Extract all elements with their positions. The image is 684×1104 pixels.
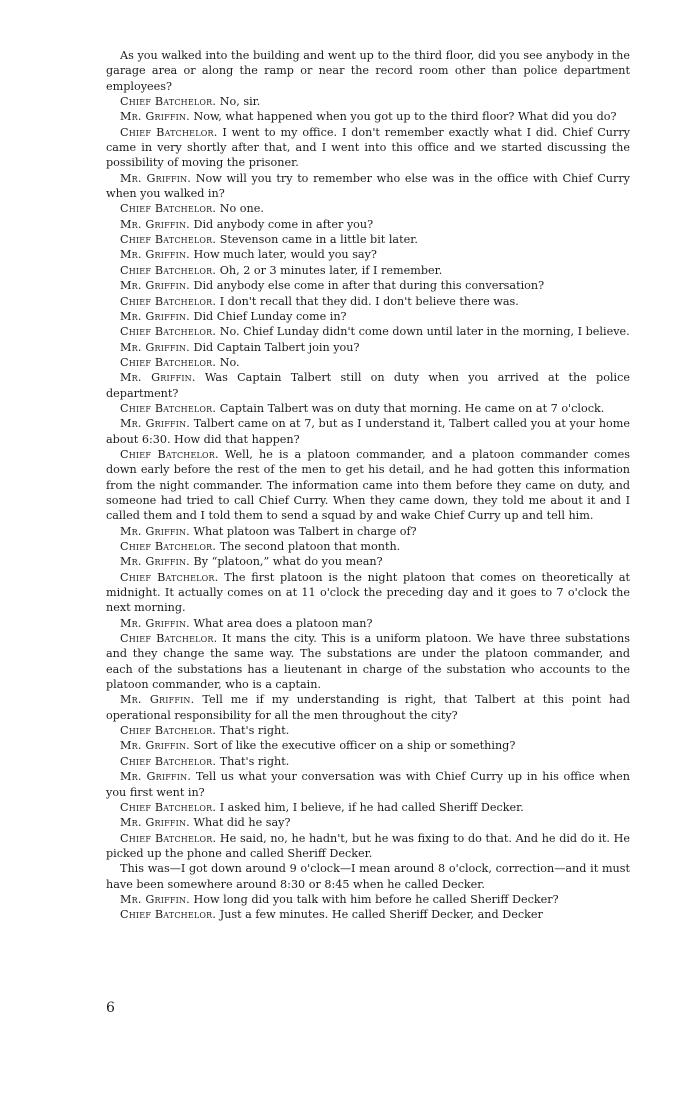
transcript-paragraph bbox=[106, 340, 630, 355]
transcript-paragraph bbox=[106, 447, 630, 524]
transcript-paragraph bbox=[106, 247, 630, 262]
transcript-paragraph bbox=[106, 232, 630, 247]
speaker-name: Chief Batchelor. bbox=[120, 355, 217, 369]
speech-text: This was—I got down around 9 o'clock—I mean around 8 o'clock, correction—and it must have been somewhere around 8:30 or 8:45 when he called Decker. bbox=[106, 862, 630, 891]
speaker-name: Chief Batchelor. bbox=[120, 724, 217, 738]
transcript-paragraph bbox=[106, 324, 630, 339]
transcript-paragraph bbox=[106, 539, 630, 554]
speaker-name: Chief Batchelor. bbox=[120, 800, 217, 814]
transcript-paragraph bbox=[106, 370, 630, 401]
speaker-name: Mr. Griffin. bbox=[120, 892, 190, 906]
transcript-paragraph bbox=[106, 861, 630, 892]
speaker-name: Chief Batchelor. bbox=[120, 540, 217, 553]
transcript-paragraph bbox=[106, 616, 630, 631]
transcript-body bbox=[106, 48, 630, 923]
speech-text: As you walked into the building and went up to the third floor, did you see anybody in the garage area or along the ramp or near the record room other than police department employees? bbox=[106, 49, 630, 93]
speech-text: How long did you talk with him before he called Sheriff Decker? bbox=[193, 892, 559, 906]
transcript-paragraph bbox=[106, 800, 630, 815]
speaker-name: Mr. Griffin. bbox=[120, 309, 190, 323]
transcript-paragraph bbox=[106, 692, 630, 723]
transcript-paragraph bbox=[106, 278, 630, 293]
speech-text: Tell me if my understanding is right, that Talbert at this point had operational responsibility for all the men throughout the city? bbox=[106, 693, 630, 722]
speech-text: Tell us what your conversation was with Chief Curry up in his office when you first went in? bbox=[106, 770, 630, 799]
speech-text: What did he say? bbox=[193, 816, 291, 830]
speech-text: Sort of like the executive officer on a ship or something? bbox=[193, 739, 516, 753]
speaker-name: Mr. Griffin. bbox=[120, 340, 190, 354]
speech-text: It mans the city. This is a uniform platoon. We have three substations and they change the same way. The substations are under the platoon commander, and each of the substations has a lieutenant in charge of the substation who accounts to the platoon commander, who is a captain. bbox=[106, 632, 630, 692]
transcript-paragraph bbox=[106, 171, 630, 202]
speech-text: That's right. bbox=[219, 724, 290, 738]
transcript-paragraph bbox=[106, 723, 630, 738]
transcript-paragraph bbox=[106, 125, 630, 171]
speaker-name: Chief Batchelor. bbox=[120, 831, 217, 845]
transcript-paragraph bbox=[106, 109, 630, 124]
speech-text: I asked him, I believe, if he had called Sheriff Decker. bbox=[219, 800, 524, 814]
speaker-name: Chief Batchelor. bbox=[120, 325, 217, 339]
transcript-paragraph bbox=[106, 815, 630, 830]
speaker-name: Mr. Griffin. bbox=[120, 816, 190, 830]
transcript-paragraph bbox=[106, 217, 630, 232]
speech-text: What platoon was Talbert in charge of? bbox=[193, 524, 417, 538]
speech-text: Well, he is a platoon commander, and a platoon commander comes down early before the rest of the men to get his detail, and he had gotten this information from the night commander. The information came into them before they came on duty, and someone had tried to call Chief Curry. When they came down, they told me about it and I called them and I told them to send a squad by and wake Chief Curry up and tell him. bbox=[106, 447, 630, 523]
speaker-name: Mr. Griffin. bbox=[120, 171, 192, 185]
speaker-name: Chief Batchelor. bbox=[120, 447, 219, 461]
speech-text: Stevenson came in a little bit later. bbox=[219, 233, 418, 247]
speaker-name: Mr. Griffin. bbox=[120, 770, 192, 784]
speaker-name: Chief Batchelor. bbox=[120, 401, 217, 415]
page-number: 6 bbox=[106, 1000, 115, 1016]
speaker-name: Mr. Griffin. bbox=[120, 217, 190, 231]
speech-text: By “platoon,” what do you mean? bbox=[193, 555, 383, 569]
transcript-paragraph bbox=[106, 294, 630, 309]
speech-text: Did anybody come in after you? bbox=[193, 217, 374, 231]
speaker-name: Mr. Griffin. bbox=[120, 524, 190, 538]
speaker-name: Mr. Griffin. bbox=[120, 555, 190, 569]
speaker-name: Mr. Griffin. bbox=[120, 371, 196, 385]
speaker-name: Chief Batchelor. bbox=[120, 570, 219, 584]
speaker-name: Chief Batchelor. bbox=[120, 908, 217, 922]
speech-text: No, sir. bbox=[219, 95, 261, 109]
transcript-paragraph bbox=[106, 892, 630, 907]
transcript-paragraph bbox=[106, 309, 630, 324]
transcript-paragraph bbox=[106, 524, 630, 539]
transcript-paragraph bbox=[106, 907, 630, 922]
speech-text: No. Chief Lunday didn't come down until later in the morning, I believe. bbox=[219, 325, 630, 339]
speaker-name: Chief Batchelor. bbox=[120, 125, 218, 139]
speaker-name: Mr. Griffin. bbox=[120, 739, 190, 753]
speaker-name: Chief Batchelor. bbox=[120, 294, 217, 308]
transcript-paragraph bbox=[106, 570, 630, 616]
speaker-name: Mr. Griffin. bbox=[120, 417, 191, 431]
speech-text: Did Chief Lunday come in? bbox=[193, 309, 347, 323]
transcript-paragraph bbox=[106, 401, 630, 416]
speaker-name: Mr. Griffin. bbox=[120, 248, 190, 262]
speech-text: Talbert came on at 7, but as I understand it, Talbert called you at your home about 6:30. How did that happen? bbox=[106, 417, 631, 446]
speech-text: I went to my office. I don't remember exactly what I did. Chief Curry came in very shortly after that, and I went into this office and we started discussing the possibility of moving the prisoner. bbox=[106, 125, 630, 170]
speech-text: The second platoon that month. bbox=[219, 540, 401, 553]
speech-text: No one. bbox=[219, 202, 264, 216]
speech-text: Now will you try to remember who else was in the office with Chief Curry when you walked in? bbox=[106, 171, 631, 201]
transcript-paragraph bbox=[106, 355, 630, 370]
speaker-name: Mr. Griffin. bbox=[120, 279, 190, 293]
speech-text: Oh, 2 or 3 minutes later, if I remember. bbox=[219, 263, 443, 277]
speech-text: Was Captain Talbert still on duty when you arrived at the police department? bbox=[106, 371, 630, 400]
speaker-name: Mr. Griffin. bbox=[120, 616, 190, 630]
speaker-name: Chief Batchelor. bbox=[120, 202, 217, 216]
speaker-name: Mr. Griffin. bbox=[120, 693, 195, 707]
speech-text: I don't recall that they did. I don't believe there was. bbox=[219, 294, 519, 308]
speech-text: Now, what happened when you got up to the third floor? What did you do? bbox=[193, 110, 617, 124]
speaker-name: Chief Batchelor. bbox=[120, 263, 217, 277]
speaker-name: Mr. Griffin. bbox=[120, 110, 190, 124]
transcript-paragraph bbox=[106, 754, 630, 769]
speech-text: Did anybody else come in after that during this conversation? bbox=[193, 279, 545, 293]
transcript-paragraph bbox=[106, 554, 630, 569]
speech-text: The first platoon is the night platoon that comes on theoretically at midnight. It actually comes on at 11 o'clock the preceding day and it goes to 7 o'clock the next morning. bbox=[106, 570, 631, 615]
speech-text: How much later, would you say? bbox=[193, 248, 377, 262]
transcript-paragraph bbox=[106, 48, 630, 94]
transcript-paragraph bbox=[106, 416, 630, 447]
speaker-name: Chief Batchelor. bbox=[120, 233, 217, 247]
speech-text: That's right. bbox=[219, 754, 290, 768]
transcript-paragraph bbox=[106, 831, 630, 862]
speaker-name: Chief Batchelor. bbox=[120, 632, 218, 646]
speech-text: What area does a platoon man? bbox=[193, 616, 373, 630]
transcript-paragraph bbox=[106, 738, 630, 753]
speech-text: No. bbox=[219, 355, 240, 369]
transcript-paragraph bbox=[106, 263, 630, 278]
transcript-paragraph bbox=[106, 769, 630, 800]
speech-text: Just a few minutes. He called Sheriff Decker, and Decker bbox=[219, 908, 543, 922]
transcript-paragraph bbox=[106, 94, 630, 109]
speech-text: Did Captain Talbert join you? bbox=[193, 340, 360, 354]
speaker-name: Chief Batchelor. bbox=[120, 95, 217, 109]
transcript-paragraph bbox=[106, 631, 630, 692]
speech-text: Captain Talbert was on duty that morning. He came on at 7 o'clock. bbox=[219, 401, 605, 415]
speaker-name: Chief Batchelor. bbox=[120, 754, 217, 768]
speech-text: He said, no, he hadn't, but he was fixing to do that. And he did do it. He picked up the phone and called Sheriff Decker. bbox=[106, 831, 630, 860]
transcript-paragraph bbox=[106, 201, 630, 216]
